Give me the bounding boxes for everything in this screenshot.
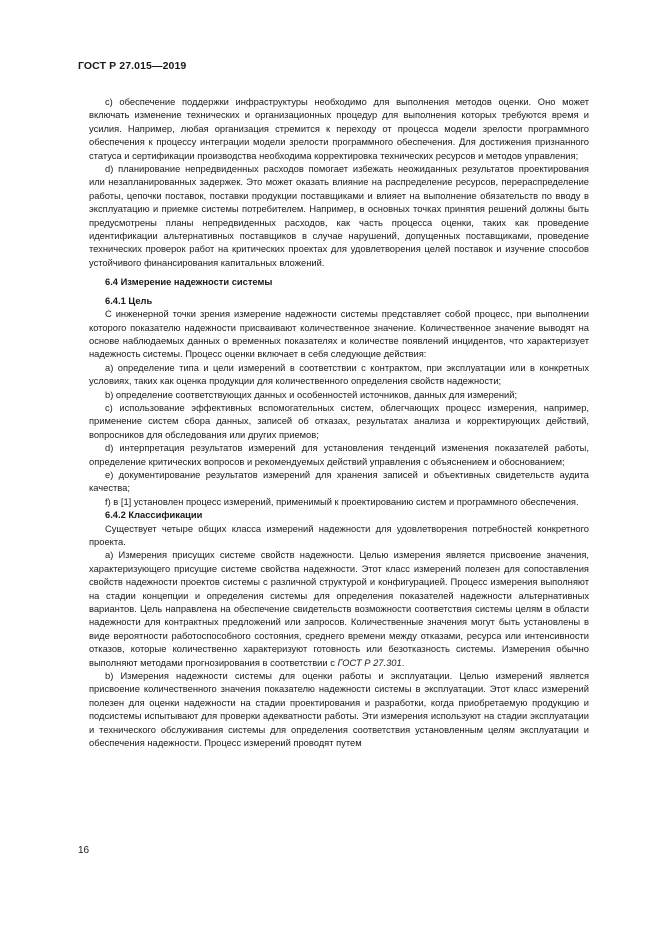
class-item-a bbox=[89, 549, 589, 670]
section-heading-6-4: 6.4 Измерение надежности системы bbox=[105, 277, 273, 288]
page-number: 16 bbox=[78, 845, 90, 856]
standard-reference: ГОСТ Р 27.301 bbox=[337, 657, 402, 668]
list-item-d: d) интерпретация результатов измерений для установления тенденций изменения показателей работы, определение критических вопросов и рекомендуемых действий управления с объяснением и обоснованием; bbox=[89, 443, 589, 467]
paragraph-purpose: С инженерной точки зрения измерение надежности системы представляет собой процесс, при выполнении которого показателю надежности присваивают количественное значение. Количественное значение выводят на основе наблюдаемых данных о временных показателях и количестве появлений инцидентов, что характеризует надежность системы. Процесс оценки включает в себя следующие действия: bbox=[89, 309, 589, 360]
list-item-a: a) определение типа и цели измерений в соответствии с контрактом, при эксплуатации или в конкретных условиях, таких как оценка продукции для количественного определения свойств надежности; bbox=[89, 362, 589, 387]
class-item-b: b) Измерения надежности системы для оценки работы и эксплуатации. Целью измерений является присвоение количественного значения показателю надежности системы в эксплуатации. Этот класс измерений полезен для оценки надежности на стадии проектирования и разработки, когда приобретаемую продукцию и подсистемы испытывают для проверки адекватности работы. Эти измерения используют на стадии эксплуатации и технического обслуживания системы для определения соответствия установленным целям эксплуатации и обеспечения надежности. Процесс измерений проводят путем bbox=[89, 671, 589, 749]
class-item-a-text: a) Измерения присущих системе свойств надежности. Целью измерения является присвоение значения, характеризующего присущие системе свойства надежности. Этот класс измерений полезен для сопоставления свойств надежности проектов системы с различной структурой и конфигурацией. Процесс измерения выполняют на стадии концепции и определения системы для определения показателей надежности альтернативных вариантов. Цель направлена на обеспечение свидетельств возможности соответствия системы целям в области надежности для контрактных предложений или запросов. Количественные значения могут быть установлены в виде вероятности работоспособного состояния, среднего времени между отказами, ресурса или интенсивности отказов, которые количественно характеризуют готовность или безотказность системы. Измерения обычно выполняют методами прогнозирования в соответствии с bbox=[89, 550, 589, 668]
paragraph-classes: Существует четыре общих класса измерений надежности для удовлетворения потребностей конкретного проекта. bbox=[89, 523, 589, 547]
standard-header: ГОСТ Р 27.015—2019 bbox=[78, 60, 187, 72]
paragraph-item-c: c) обеспечение поддержки инфраструктуры необходимо для выполнения методов оценки. Оно может включать изменение технических и организационных процедур для выполнения которых требуются время и усилия. Например, любая организация стремится к переходу от процесса модели зрелости программного обеспечения к процессу интеграции модели зрелости программного обеспечения. Для достижения признанного статуса и сертификации производства необходима корректировка технических ресурсов и методов управления; bbox=[89, 97, 589, 161]
list-item-e: e) документирование результатов измерений для хранения записей и объективных свидетельств аудита качества; bbox=[89, 469, 589, 494]
list-item-b: b) определение соответствующих данных и особенностей источников, данных для измерений; bbox=[105, 389, 518, 400]
subsection-heading-6-4-1: 6.4.1 Цель bbox=[105, 295, 153, 306]
body-text bbox=[89, 90, 589, 751]
class-item-a-end: . bbox=[401, 657, 405, 668]
list-item-c: c) использование эффективных вспомогательных систем, облегчающих процесс измерения, например, применение систем сбора данных, записей об отказах, результатах анализа и корректирующих действий, вопросников для обследования или других приемов; bbox=[89, 402, 589, 440]
subsection-heading-6-4-2: 6.4.2 Классификации bbox=[105, 510, 203, 521]
list-item-f: f) в [1] установлен процесс измерений, применимый к проектированию систем и программного обеспечения. bbox=[105, 496, 579, 507]
paragraph-item-d: d) планирование непредвиденных расходов помогает избежать неожиданных результатов проектирования или незапланированных задержек. Это может оказать влияние на распределение ресурсов, перераспределение работы, цепочки поставок, поставки продукции поставщиками и влияет на выполнение обязательств по вводу в эксплуатацию и приемке системы потребителем. Например, в основных точках принятия решений должны быть предусмотрены планы непредвиденных расходов, как часть процесса оценки, таких как проведение идентификации альтернативных поставщиков в случае нарушений, допущенных поставщиками, проведение технических проверок работ на критических проектах для удовлетворения целей поставок и изучение способов устойчивого финансирования капитальных вложений. bbox=[89, 164, 589, 268]
